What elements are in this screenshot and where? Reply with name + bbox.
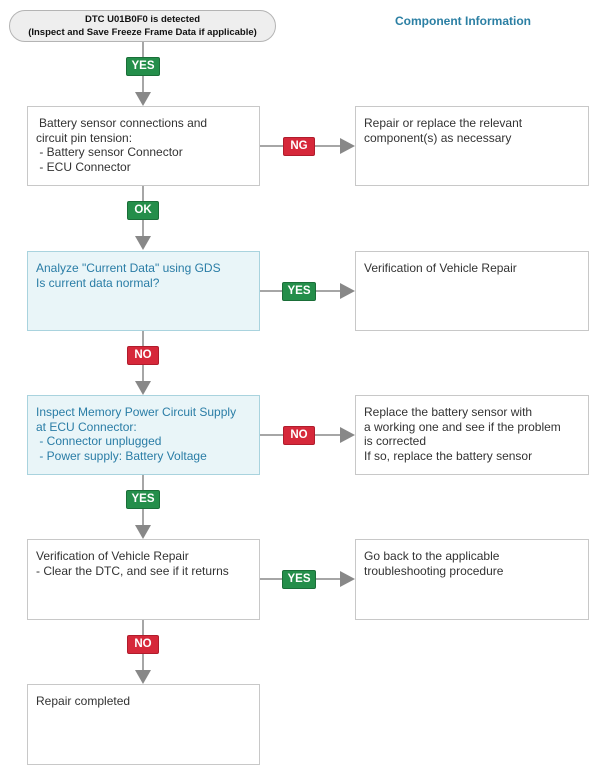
- badge-no: NO: [283, 426, 315, 445]
- side-replace-battery-sensor: [355, 395, 589, 475]
- arrow-head-right: [340, 138, 355, 154]
- side-text-line: Go back to the applicable: [364, 549, 500, 563]
- arrow-head-down: [135, 236, 151, 250]
- step-text-line: Repair completed: [36, 694, 131, 708]
- start-node: [9, 10, 276, 42]
- side-text-line: Repair or replace the relevant: [364, 116, 523, 130]
- arrow-head-down: [135, 92, 151, 106]
- badge-no: NO: [127, 346, 159, 365]
- step-text-line: - Battery sensor Connector: [36, 145, 183, 159]
- step-text-line: at ECU Connector:: [36, 419, 137, 434]
- step-verification: [27, 539, 260, 620]
- step-repair-completed: [27, 684, 260, 765]
- badge-yes: YES: [126, 57, 160, 76]
- step-analyze-current-data: [27, 251, 260, 331]
- arrow-head-right: [340, 283, 355, 299]
- component-information-header: Component Information: [395, 14, 531, 28]
- side-text-line: is corrected: [364, 434, 427, 448]
- arrow-head-down: [135, 670, 151, 684]
- step-text-line: - ECU Connector: [36, 159, 131, 174]
- arrow-head-down: [135, 381, 151, 395]
- start-subtitle: (Inspect and Save Freeze Frame Data if applicable): [28, 27, 257, 38]
- arrow-head-right: [340, 571, 355, 587]
- side-text-line: Verification of Vehicle Repair: [364, 261, 517, 275]
- side-text-line: Replace the battery sensor with: [364, 405, 533, 419]
- side-text-line: a working one and see if the problem: [364, 419, 561, 434]
- step-inspect-memory-power: [27, 395, 260, 475]
- badge-ok: OK: [127, 201, 159, 220]
- side-repair-replace: [355, 106, 589, 186]
- arrow-head-down: [135, 525, 151, 539]
- step-text-line: Is current data normal?: [36, 275, 160, 290]
- side-verification: [355, 251, 589, 331]
- side-go-back: [355, 539, 589, 620]
- step-text-line: circuit pin tension:: [36, 130, 133, 145]
- side-text-line: component(s) as necessary: [364, 130, 512, 145]
- step-text-line: Inspect Memory Power Circuit Supply: [36, 405, 237, 419]
- badge-yes: YES: [282, 570, 316, 589]
- start-title: DTC U01B0F0 is detected: [84, 14, 201, 25]
- arrow-head-right: [340, 427, 355, 443]
- step-text-line: Verification of Vehicle Repair: [36, 549, 189, 563]
- step-connections-check: [27, 106, 260, 186]
- badge-ng: NG: [283, 137, 315, 156]
- step-text-line: - Connector unplugged: [36, 434, 162, 448]
- step-text-line: - Power supply: Battery Voltage: [36, 448, 207, 463]
- side-text-line: If so, replace the battery sensor: [364, 448, 533, 463]
- badge-yes: YES: [282, 282, 316, 301]
- badge-yes: YES: [126, 490, 160, 509]
- step-text-line: Analyze "Current Data" using GDS: [36, 261, 221, 275]
- badge-no: NO: [127, 635, 159, 654]
- side-text-line: troubleshooting procedure: [364, 563, 504, 578]
- step-text-line: - Clear the DTC, and see if it returns: [36, 563, 229, 578]
- step-text-line: Battery sensor connections and: [39, 116, 208, 130]
